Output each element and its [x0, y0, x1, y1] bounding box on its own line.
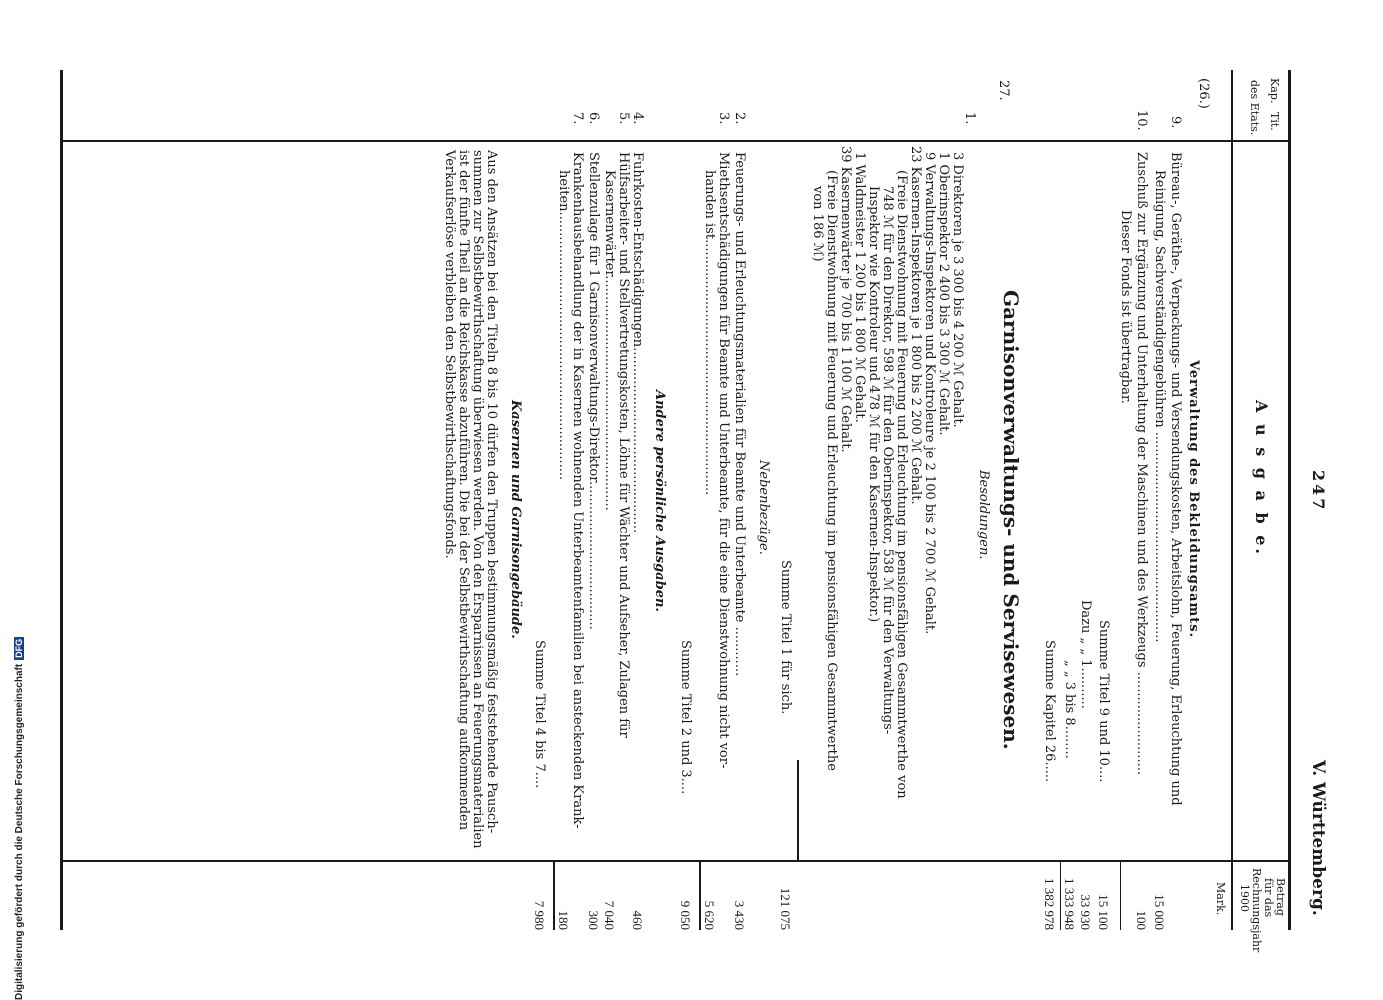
tit-7-line-1: Krankenhausbehandlung der in Kasernen wohnenden Unterbeamtenfamilien bei ansteckenden Krank-	[570, 152, 585, 829]
col-tit: Tit.	[1268, 112, 1281, 131]
top-rule	[1288, 70, 1291, 930]
col-betrag-4: 1900	[1238, 884, 1251, 912]
tit-10-amount: 100	[1134, 910, 1149, 930]
note-line-1: Aus den Ansätzen bei den Titeln 8 bis 10 dürfen den Truppen bestimmungsmäßig feststehende Pausch-	[484, 150, 499, 834]
tit-7-line-2: heiten.................................................................	[556, 170, 571, 481]
bottom-rule	[60, 70, 63, 930]
tit-4-amount: 460	[630, 910, 645, 930]
sum-tit-2-3-amount: 9 050	[678, 900, 693, 930]
tit-9-number: 9.	[1168, 116, 1183, 129]
col-betrag-1: Betrag	[1274, 878, 1287, 916]
sum-rule-26a	[1120, 862, 1121, 930]
besoldungen-heading: Besoldungen.	[976, 470, 991, 560]
sum-rule-tit-2-3	[699, 862, 701, 930]
dazu-tit-1-label: Dazu „ „ 1..........	[1078, 600, 1093, 709]
page-number: 247	[1309, 470, 1328, 513]
tit-1-line-5: (Freie Dienstwohnung mit Feuerung und Erleuchtung im pensionsfähigen Gesammtwerthe von	[894, 170, 909, 799]
tit-5-line-2: Kasernenwärter.........................................................	[602, 170, 617, 511]
tit-9-line-1: Büreau-, Geräthe-, Verpackungs- und Versendungskosten, Arbeitslohn, Feuerung, Erleuchtung und	[1168, 152, 1183, 806]
tit-6-line-1: Stellenzulage für 1 Garnisonverwaltungs-Direktor....................................	[586, 152, 601, 630]
col-sep-left	[61, 140, 1291, 142]
tit-6-number: 6.	[586, 112, 601, 125]
tit-3-number: 3.	[716, 112, 731, 125]
tit-1-line-7: Inspektor wie Kontroleur und 478 ℳ für den Kasernen-Inspektor.)	[866, 186, 881, 623]
sum-tit-2-3-label: Summe Titel 2 und 3....	[678, 640, 693, 795]
tit-10-line-2: Dieser Fonds ist übertragbar.	[1118, 210, 1133, 404]
dazu-tit-3-8-label: „ „ 3 bis 8........	[1062, 660, 1077, 759]
tit-7-amount: 180	[556, 910, 571, 930]
note-line-2: summen zur Selbstbewirthschaftung überwiesen werden. Von den Ersparnissen an Feuerungsmaterialien	[470, 150, 485, 849]
kap-26-heading: Verwaltung des Bekleidungsamts.	[1186, 360, 1201, 639]
dazu-tit-1-amount: 33 930	[1078, 894, 1093, 930]
tit-2-number: 2.	[732, 112, 747, 125]
sum-tit-1-rule	[797, 760, 799, 860]
sum-kap-26-amount: 1 382 978	[1042, 878, 1057, 930]
tit-4-number: 4.	[630, 112, 645, 125]
dfg-credit	[14, 0, 28, 1000]
sum-rule-26b	[1060, 862, 1061, 930]
dfg-logo-badge: DFG	[14, 638, 24, 658]
andere-heading: Andere persönliche Ausgaben.	[652, 390, 667, 612]
col-mark: Mark.	[1214, 882, 1227, 916]
tit-1-line-3: 9 Verwaltungs-Inspektoren und Kontroleure je 2 100 bis 2 700 ℳ Gehalt.	[922, 152, 937, 635]
tit-10-line-1: Zuschuß zur Ergänzung und Unterhaltung der Maschinen und des Werkzeugs .........................	[1134, 152, 1149, 775]
tit-1-number: 1.	[962, 112, 977, 125]
sum-tit-4-7-label: Summe Titel 4 bis 7....	[532, 640, 547, 789]
header-rule	[1231, 70, 1233, 930]
col-kap: Kap.	[1268, 78, 1281, 104]
tit-1-line-2: 1 Oberinspektor 2 400 bis 3 300 ℳ Gehalt.	[936, 152, 951, 436]
kap-26-label: (26.)	[1196, 78, 1211, 109]
tit-9-line-2: Reinigung, Sachverständigengebühren ...................................................	[1152, 170, 1167, 643]
section-heading: A u s g a b e.	[1252, 400, 1271, 557]
tit-5-line-1: Hülfsarbeiter- und Stellvertretungskosten, Löhne für Wächter und Aufseher, Zulagen für	[616, 152, 631, 738]
sum-tit-1-amount: 121 075	[778, 887, 793, 930]
tit-3-amount: 5 620	[702, 900, 717, 930]
note-line-4: Verkaufserlöse verbleiben den Selbstbewirthschaftungsfonds.	[442, 150, 457, 559]
col-betrag-2: für das	[1262, 878, 1275, 918]
dazu-tit-3-8-amount: 1 333 948	[1062, 878, 1077, 930]
tit-5-number: 5.	[616, 112, 631, 125]
sum-kap-26-label: Summe Kapitel 26.....	[1042, 640, 1057, 783]
tit-10-number: 10.	[1134, 110, 1149, 131]
nebenbezuege-heading: Nebenbezüge.	[756, 460, 771, 555]
col-sep-right	[61, 860, 1291, 862]
tit-9-amount: 15 000	[1152, 894, 1167, 930]
kap-27-heading: Garnisonverwaltungs- und Servisewesen.	[999, 290, 1023, 750]
tit-7-number: 7.	[570, 112, 585, 125]
sum-tit-1-label: Summe Titel 1 für sich.	[778, 560, 793, 715]
note-line-3: ist der fünfte Theil an die Reichskasse abzuführen. Die bei der Selbstbewirthschaftung aufkommenden	[456, 150, 471, 831]
tit-1-line-8: 1 Waldmeister 1 200 bis 1 800 ℳ Gehalt.	[852, 152, 867, 423]
sum-tit-9-10-amount: 15 100	[1096, 894, 1111, 930]
col-des-etats: des Etats.	[1248, 80, 1261, 136]
tit-2-amount: 3 430	[732, 900, 747, 930]
dfg-credit-text: Digitalisierung gefördert durch die Deutsche Forschungsgemeinschaft	[14, 663, 25, 1000]
tit-2-line-1: Feuerungs- und Erleuchtungsmaterialien für Beamte und Unterbeamte ............	[732, 152, 747, 677]
tit-1-line-1: 3 Direktoren je 3 300 bis 4 200 ℳ Gehalt.	[950, 152, 965, 428]
sum-rule-tit-4-7	[553, 862, 555, 930]
tit-6-amount: 300	[586, 910, 601, 930]
tit-3-line-1: Miethsentschädigungen für Beamte und Unterbeamte, für die eine Dienstwohnung nicht vor-	[716, 152, 731, 769]
tit-3-line-2: handen ist..............................................................	[702, 170, 717, 496]
col-betrag-3: Rechnungsjahr	[1250, 868, 1263, 953]
sum-tit-9-10-label: Summe Titel 9 und 10....	[1096, 620, 1111, 783]
state-title: V. Württemberg.	[1308, 760, 1328, 916]
tit-1-line-10: (Freie Dienstwohnung mit Feuerung und Erleuchtung im pensionsfähigen Gesammtwerthe	[824, 170, 839, 771]
tit-1-line-4: 23 Kasernen-Inspektoren je 1 800 bis 2 200 ℳ Gehalt.	[908, 146, 923, 505]
tit-4-line-1: Fuhrkosten-Entschädigungen.............................................	[630, 152, 645, 534]
tit-5-amount: 7 040	[602, 900, 617, 930]
tit-1-line-11: von 186 ℳ)	[810, 186, 825, 262]
tit-1-line-9: 39 Kasernenwärter je 700 bis 1 100 ℳ Gehalt.	[838, 146, 853, 453]
kasernen-heading: Kasernen und Garnisongebäude.	[508, 400, 523, 639]
sum-tit-4-7-amount: 7 980	[532, 900, 547, 930]
tit-1-line-6: 748 ℳ für den Direktor, 598 ℳ für den Oberinspektor, 538 ℳ für den Verwaltungs-	[880, 186, 895, 735]
kap-27-label: 27.	[996, 80, 1011, 101]
